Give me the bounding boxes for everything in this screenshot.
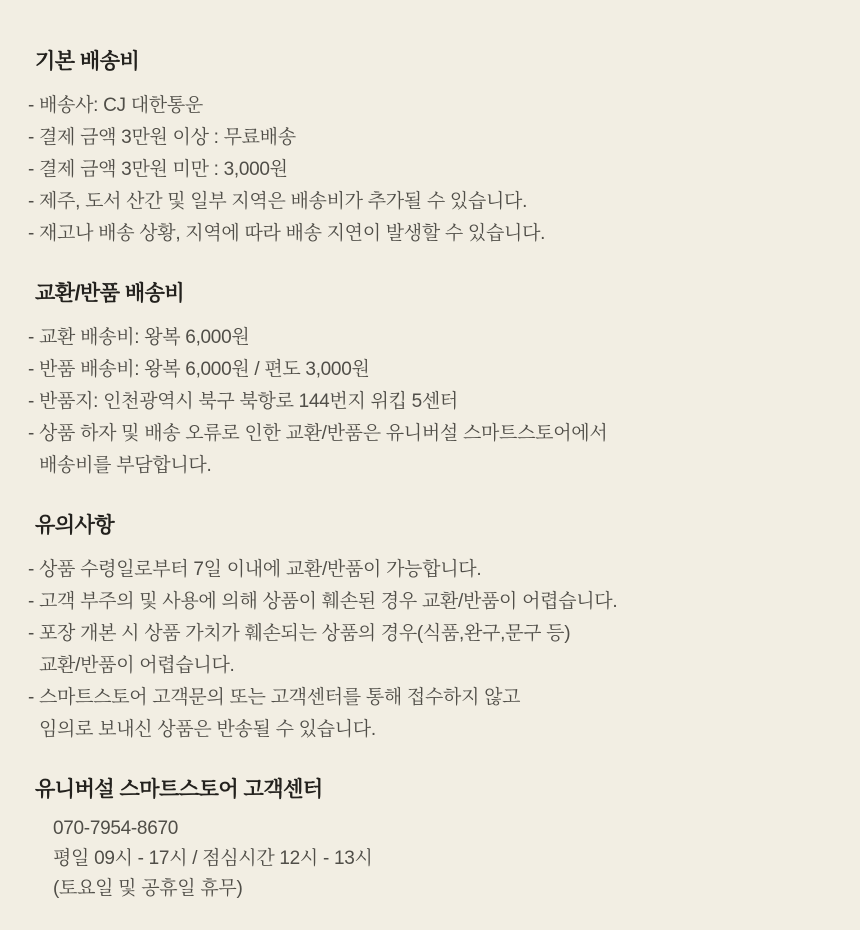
policy-line: - 결제 금액 3만원 미만 : 3,000원 <box>28 159 288 180</box>
notice-lines <box>28 554 830 746</box>
section-exchange-return-fee <box>28 282 830 482</box>
policy-line: - 제주, 도서 산간 및 일부 지역은 배송비가 추가될 수 있습니다. <box>28 191 528 212</box>
policy-line: - 재고나 배송 상황, 지역에 따라 배송 지연이 발생할 수 있습니다. <box>28 223 546 244</box>
policy-line: - 반품 배송비: 왕복 6,000원 / 편도 3,000원 <box>28 359 370 380</box>
policy-line: - 상품 수령일로부터 7일 이내에 교환/반품이 가능합니다. <box>28 559 482 580</box>
customer-center-holiday: (토요일 및 공휴일 휴무) <box>53 878 243 899</box>
customer-center-lines <box>28 814 830 904</box>
policy-line: - 반품지: 인천광역시 북구 북항로 144번지 위킵 5센터 <box>28 391 458 412</box>
policy-line: - 배송사: CJ 대한통운 <box>28 95 203 116</box>
policy-line: - 스마트스토어 고객문의 또는 고객센터를 통해 접수하지 않고 <box>28 687 521 708</box>
policy-line: - 결제 금액 3만원 이상 : 무료배송 <box>28 127 296 148</box>
section-notices <box>28 514 830 746</box>
section-title-customer-center: 유니버설 스마트스토어 고객센터 <box>35 778 323 801</box>
exchange-return-lines <box>28 322 830 482</box>
policy-line-continuation: 배송비를 부담합니다. <box>39 455 212 476</box>
basic-shipping-lines <box>28 90 830 250</box>
policy-line: - 교환 배송비: 왕복 6,000원 <box>28 327 250 348</box>
section-title-exchange-return-fee: 교환/반품 배송비 <box>35 282 185 305</box>
section-customer-center <box>28 778 830 904</box>
section-basic-shipping-fee <box>28 50 830 250</box>
policy-line-continuation: 교환/반품이 어렵습니다. <box>39 655 235 676</box>
policy-line-continuation: 임의로 보내신 상품은 반송될 수 있습니다. <box>39 719 376 740</box>
policy-line: - 상품 하자 및 배송 오류로 인한 교환/반품은 유니버설 스마트스토어에서 <box>28 423 608 444</box>
customer-center-hours: 평일 09시 - 17시 / 점심시간 12시 - 13시 <box>53 848 373 869</box>
customer-center-phone: 070-7954-8670 <box>53 818 178 839</box>
policy-line: - 고객 부주의 및 사용에 의해 상품이 훼손된 경우 교환/반품이 어렵습니다. <box>28 591 618 612</box>
section-title-basic-shipping-fee: 기본 배송비 <box>35 50 140 73</box>
section-title-notices: 유의사항 <box>35 514 115 537</box>
policy-line: - 포장 개본 시 상품 가치가 훼손되는 상품의 경우(식품,완구,문구 등) <box>28 623 571 644</box>
